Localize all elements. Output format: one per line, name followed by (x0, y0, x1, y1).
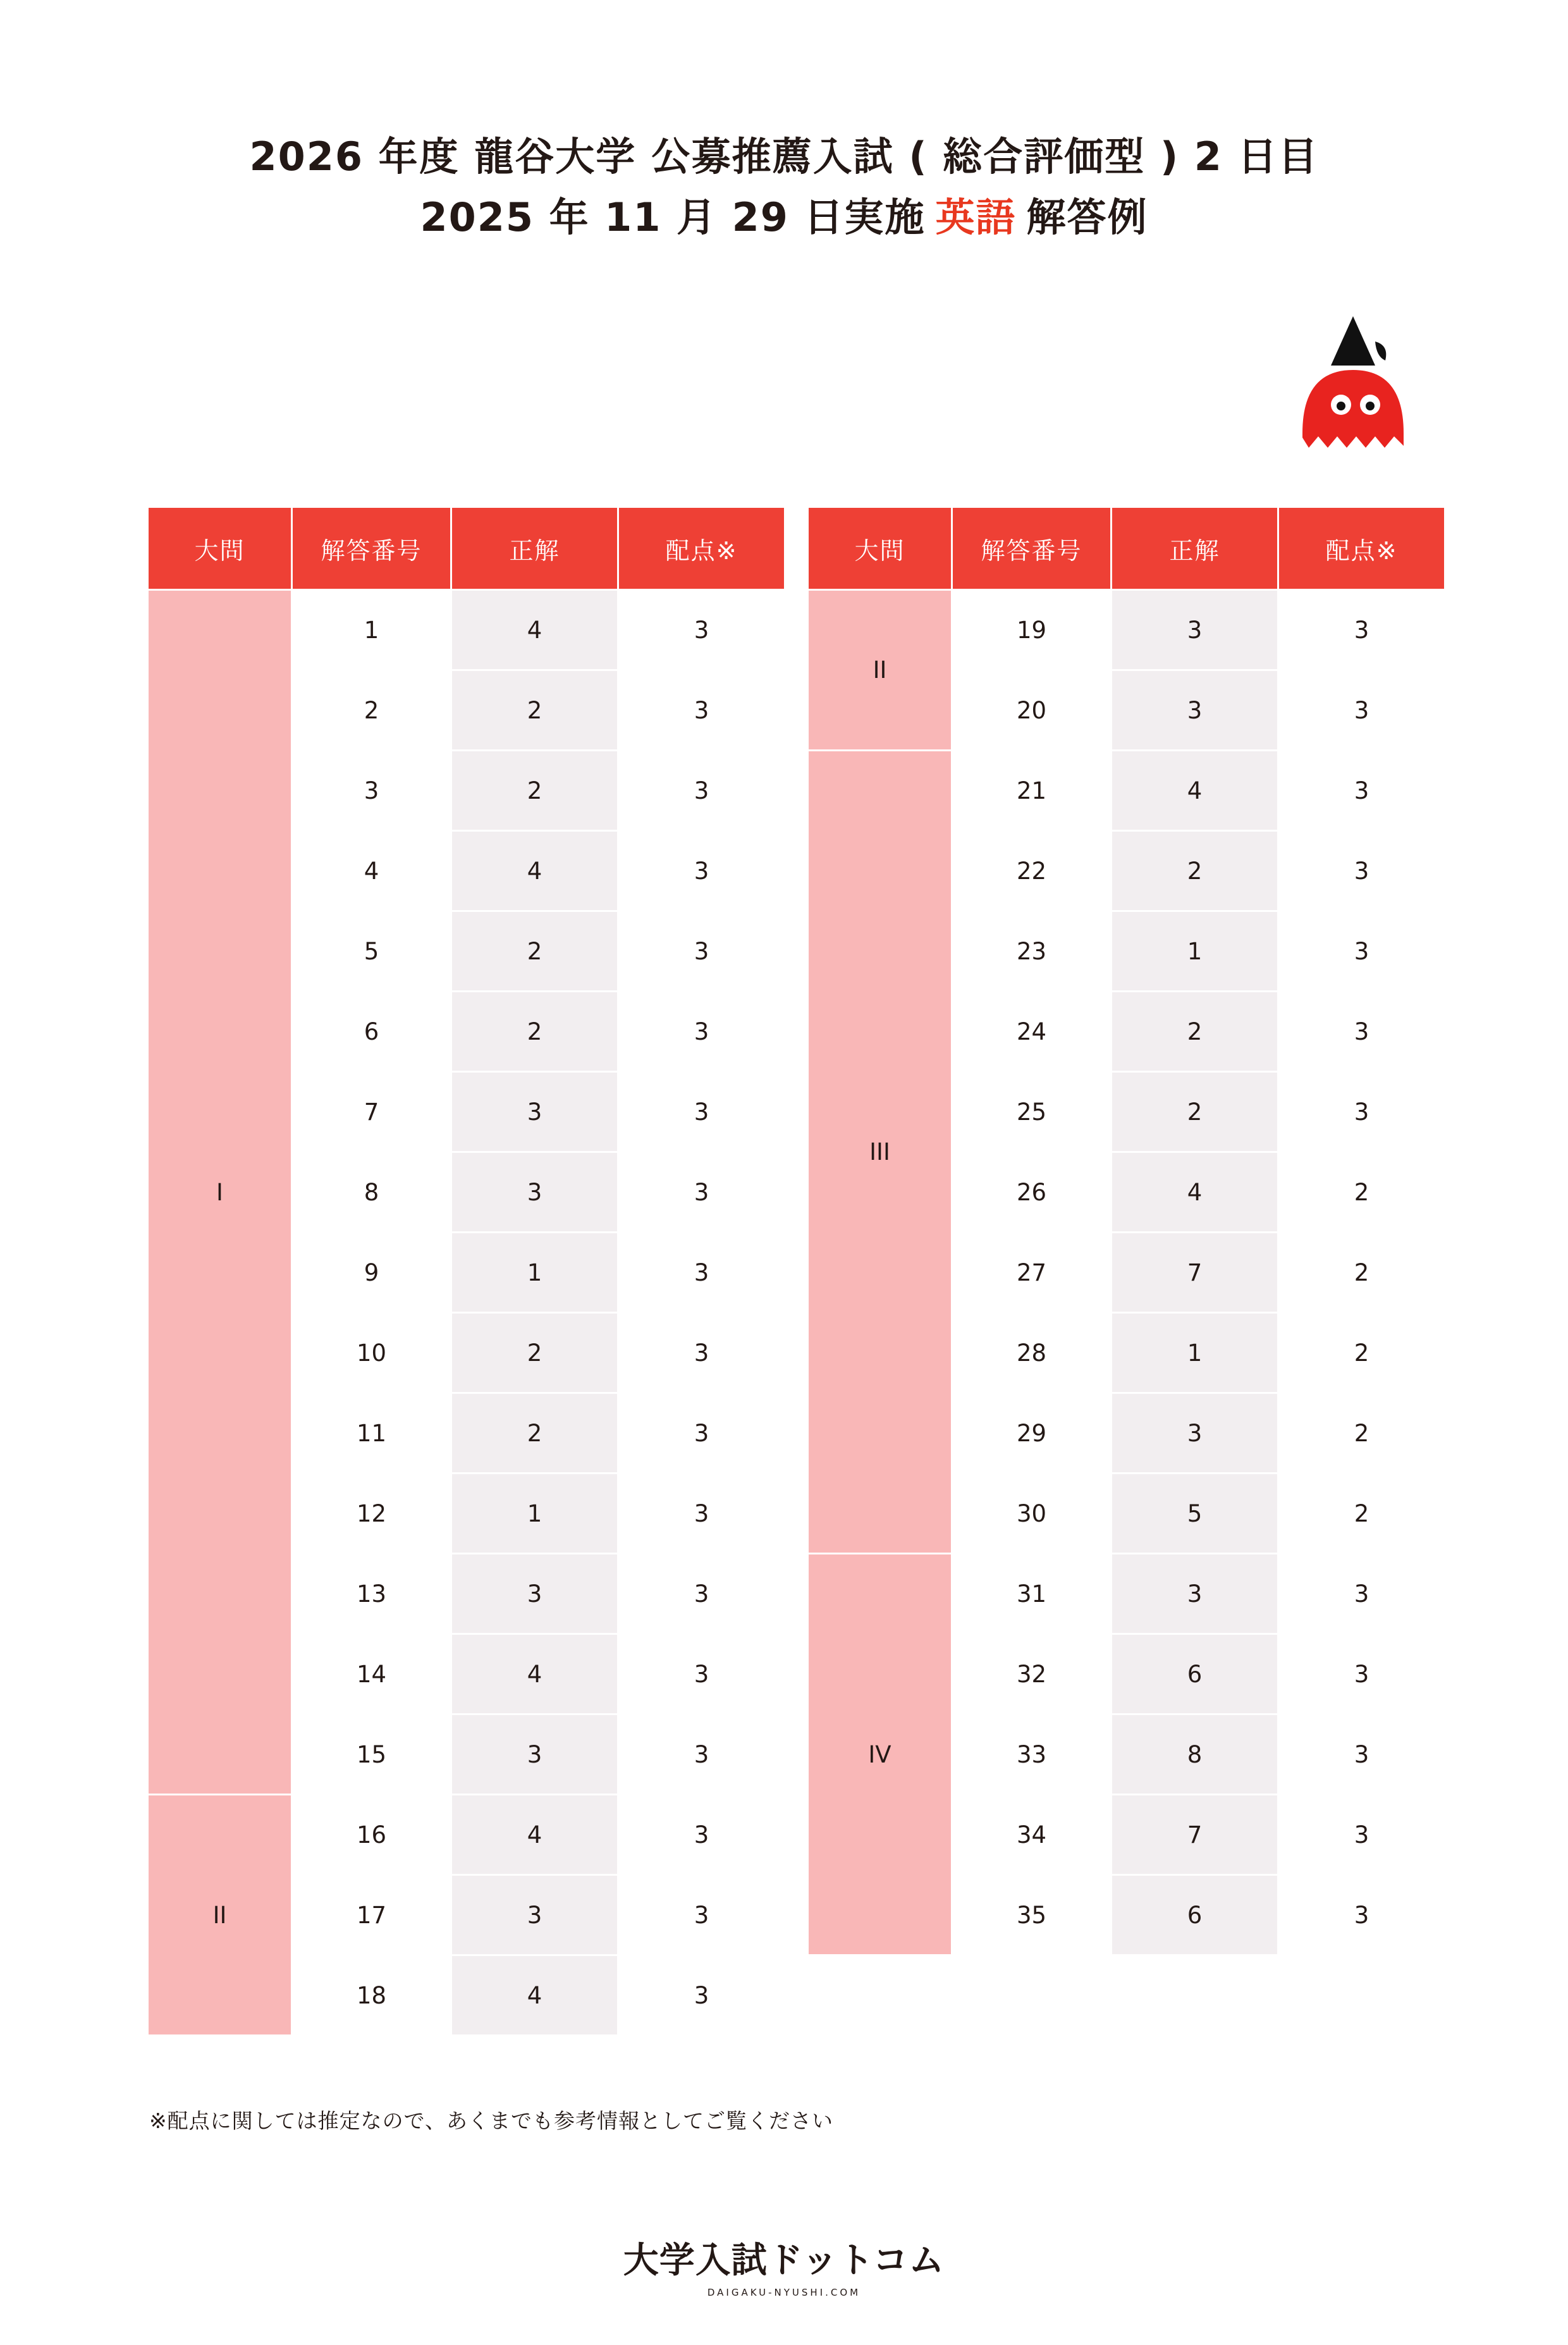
points-cell: 3 (1278, 1554, 1445, 1634)
answer-number-cell: 6 (292, 992, 451, 1072)
correct-answer-cell: 4 (451, 1795, 618, 1875)
table-row (148, 1714, 1445, 1795)
answer-number-cell: 24 (952, 992, 1112, 1072)
correct-answer-cell: 3 (451, 1714, 618, 1795)
title-date: 2025 年 11 月 29 日実施 (420, 194, 926, 241)
correct-answer-cell: 2 (451, 1393, 618, 1474)
column-gap (785, 1875, 808, 1955)
table-row (148, 670, 1445, 751)
points-cell: 3 (618, 1072, 785, 1152)
table-row (148, 590, 1445, 670)
correct-answer-cell: 3 (1112, 670, 1278, 751)
column-gap (785, 1554, 808, 1634)
column-gap (785, 670, 808, 751)
points-cell: 3 (618, 1875, 785, 1955)
correct-answer-cell: 6 (1112, 1875, 1278, 1955)
correct-answer-cell: 2 (451, 751, 618, 831)
table-row (148, 1072, 1445, 1152)
correct-answer-cell: 2 (451, 670, 618, 751)
answer-number-cell: 22 (952, 831, 1112, 911)
table-row (148, 1634, 1445, 1714)
answer-number-cell: 33 (952, 1714, 1112, 1795)
points-cell: 3 (618, 1795, 785, 1875)
points-cell: 3 (1278, 1714, 1445, 1795)
table-row (148, 831, 1445, 911)
answer-number-cell: 9 (292, 1233, 451, 1313)
answer-number-cell: 27 (952, 1233, 1112, 1313)
points-cell: 3 (618, 992, 785, 1072)
correct-answer-cell: 4 (451, 1955, 618, 2036)
dai-cell-right: III (808, 751, 952, 1554)
correct-answer-cell: 4 (1112, 1152, 1278, 1233)
answer-number-cell: 8 (292, 1152, 451, 1233)
column-gap (785, 1714, 808, 1795)
answer-number-cell: 21 (952, 751, 1112, 831)
scoring-note: ※配点に関しては推定なので、あくまでも参考情報としてご覧ください (149, 2108, 833, 2133)
points-cell: 3 (1278, 992, 1445, 1072)
table-row (148, 1152, 1445, 1233)
answer-number-cell: 11 (292, 1393, 451, 1474)
column-gap (785, 1393, 808, 1474)
footer-logo-text: 大学入試ドットコム (623, 2240, 945, 2281)
correct-answer-cell: 2 (1112, 992, 1278, 1072)
answers-table-wrap (147, 506, 1421, 2036)
answer-number-cell: 3 (292, 751, 451, 831)
correct-answer-cell: 3 (1112, 590, 1278, 670)
table-body (148, 590, 1445, 2036)
header-pts-left: 配点※ (618, 507, 785, 590)
header-no-left: 解答番号 (292, 507, 451, 590)
header-ans-left: 正解 (451, 507, 618, 590)
correct-answer-cell: 7 (1112, 1233, 1278, 1313)
answer-number-cell: 13 (292, 1554, 451, 1634)
correct-answer-cell: 3 (451, 1554, 618, 1634)
correct-answer-cell: 4 (451, 1634, 618, 1714)
points-cell: 3 (618, 1393, 785, 1474)
points-cell: 2 (1278, 1393, 1445, 1474)
answer-number-cell: 34 (952, 1795, 1112, 1875)
empty-cell (952, 1955, 1112, 2036)
points-cell: 3 (618, 1152, 785, 1233)
answer-number-cell: 14 (292, 1634, 451, 1714)
answer-number-cell: 5 (292, 911, 451, 992)
answer-number-cell: 31 (952, 1554, 1112, 1634)
correct-answer-cell: 2 (451, 911, 618, 992)
header-no-right: 解答番号 (952, 507, 1112, 590)
column-gap (785, 751, 808, 831)
points-cell: 3 (1278, 670, 1445, 751)
correct-answer-cell: 5 (1112, 1474, 1278, 1554)
column-gap (785, 911, 808, 992)
correct-answer-cell: 2 (451, 992, 618, 1072)
answer-number-cell: 1 (292, 590, 451, 670)
empty-cell (1112, 1955, 1278, 2036)
table-row (148, 1233, 1445, 1313)
answer-number-cell: 12 (292, 1474, 451, 1554)
header-dai-right: 大問 (808, 507, 952, 590)
table-header-row (148, 507, 1445, 590)
column-gap (785, 507, 808, 590)
table-row (148, 992, 1445, 1072)
correct-answer-cell: 1 (451, 1474, 618, 1554)
points-cell: 3 (618, 1714, 785, 1795)
dai-cell-left: II (148, 1795, 292, 2036)
correct-answer-cell: 6 (1112, 1634, 1278, 1714)
correct-answer-cell: 3 (451, 1875, 618, 1955)
answer-number-cell: 4 (292, 831, 451, 911)
table-row (148, 1393, 1445, 1474)
points-cell: 3 (618, 1955, 785, 2036)
points-cell: 2 (1278, 1152, 1445, 1233)
mascot-icon (1280, 316, 1426, 468)
answer-sheet-page (0, 126, 1568, 2345)
correct-answer-cell: 3 (451, 1072, 618, 1152)
points-cell: 3 (618, 831, 785, 911)
table-row (148, 1875, 1445, 1955)
column-gap (785, 1233, 808, 1313)
answer-number-cell: 30 (952, 1474, 1112, 1554)
column-gap (785, 590, 808, 670)
table-row (148, 1474, 1445, 1554)
correct-answer-cell: 7 (1112, 1795, 1278, 1875)
dai-cell-right: II (808, 590, 952, 751)
points-cell: 3 (618, 1634, 785, 1714)
answer-number-cell: 32 (952, 1634, 1112, 1714)
dai-cell-right: IV (808, 1554, 952, 1955)
points-cell: 3 (1278, 831, 1445, 911)
points-cell: 2 (1278, 1233, 1445, 1313)
column-gap (785, 1072, 808, 1152)
points-cell: 3 (1278, 1795, 1445, 1875)
points-cell: 2 (1278, 1313, 1445, 1393)
correct-answer-cell: 1 (1112, 911, 1278, 992)
header-pts-right: 配点※ (1278, 507, 1445, 590)
title-subject: 英語 (935, 194, 1017, 241)
points-cell: 3 (1278, 590, 1445, 670)
column-gap (785, 1634, 808, 1714)
points-cell: 3 (618, 1554, 785, 1634)
points-cell: 3 (618, 751, 785, 831)
page-title (0, 126, 1568, 248)
points-cell: 3 (618, 911, 785, 992)
correct-answer-cell: 1 (451, 1233, 618, 1313)
dai-cell-left: I (148, 590, 292, 1795)
header-ans-right: 正解 (1112, 507, 1278, 590)
answer-number-cell: 15 (292, 1714, 451, 1795)
answer-number-cell: 20 (952, 670, 1112, 751)
answer-number-cell: 2 (292, 670, 451, 751)
correct-answer-cell: 4 (451, 831, 618, 911)
answer-number-cell: 16 (292, 1795, 451, 1875)
correct-answer-cell: 3 (1112, 1554, 1278, 1634)
column-gap (785, 992, 808, 1072)
empty-cell (808, 1955, 952, 2036)
correct-answer-cell: 3 (451, 1152, 618, 1233)
empty-cell (1278, 1955, 1445, 2036)
correct-answer-cell: 3 (1112, 1393, 1278, 1474)
correct-answer-cell: 1 (1112, 1313, 1278, 1393)
answer-number-cell: 23 (952, 911, 1112, 992)
footer-logo (0, 2232, 1568, 2298)
answer-number-cell: 25 (952, 1072, 1112, 1152)
answer-number-cell: 19 (952, 590, 1112, 670)
table-row (148, 1313, 1445, 1393)
column-gap (785, 1795, 808, 1875)
table-row (148, 911, 1445, 992)
table-row (148, 1554, 1445, 1634)
answer-number-cell: 29 (952, 1393, 1112, 1474)
correct-answer-cell: 8 (1112, 1714, 1278, 1795)
footer-logo-subtext: DAIGAKU-NYUSHI.COM (707, 2287, 861, 2298)
points-cell: 3 (618, 1474, 785, 1554)
title-line-2 (0, 187, 1568, 248)
points-cell: 2 (1278, 1474, 1445, 1554)
table-header (148, 507, 1445, 590)
column-gap (785, 1313, 808, 1393)
points-cell: 3 (618, 1233, 785, 1313)
answer-number-cell: 17 (292, 1875, 451, 1955)
answer-number-cell: 35 (952, 1875, 1112, 1955)
points-cell: 3 (618, 590, 785, 670)
table-row (148, 1955, 1445, 2036)
answer-number-cell: 26 (952, 1152, 1112, 1233)
header-dai-left: 大問 (148, 507, 292, 590)
answers-table (147, 506, 1446, 2036)
answer-number-cell: 7 (292, 1072, 451, 1152)
column-gap (785, 1474, 808, 1554)
correct-answer-cell: 2 (1112, 1072, 1278, 1152)
table-row (148, 1795, 1445, 1875)
column-gap (785, 1152, 808, 1233)
points-cell: 3 (618, 670, 785, 751)
title-line-1: 2026 年度 龍谷大学 公募推薦入試 ( 総合評価型 ) 2 日目 (249, 133, 1319, 180)
correct-answer-cell: 4 (1112, 751, 1278, 831)
correct-answer-cell: 2 (451, 1313, 618, 1393)
table-row (148, 751, 1445, 831)
points-cell: 3 (1278, 751, 1445, 831)
points-cell: 3 (1278, 911, 1445, 992)
answer-number-cell: 28 (952, 1313, 1112, 1393)
answer-number-cell: 18 (292, 1955, 451, 2036)
points-cell: 3 (1278, 1072, 1445, 1152)
answer-number-cell: 10 (292, 1313, 451, 1393)
points-cell: 3 (1278, 1634, 1445, 1714)
correct-answer-cell: 4 (451, 590, 618, 670)
correct-answer-cell: 2 (1112, 831, 1278, 911)
points-cell: 3 (618, 1313, 785, 1393)
column-gap (785, 1955, 808, 2036)
column-gap (785, 831, 808, 911)
points-cell: 3 (1278, 1875, 1445, 1955)
title-suffix: 解答例 (1026, 194, 1148, 241)
